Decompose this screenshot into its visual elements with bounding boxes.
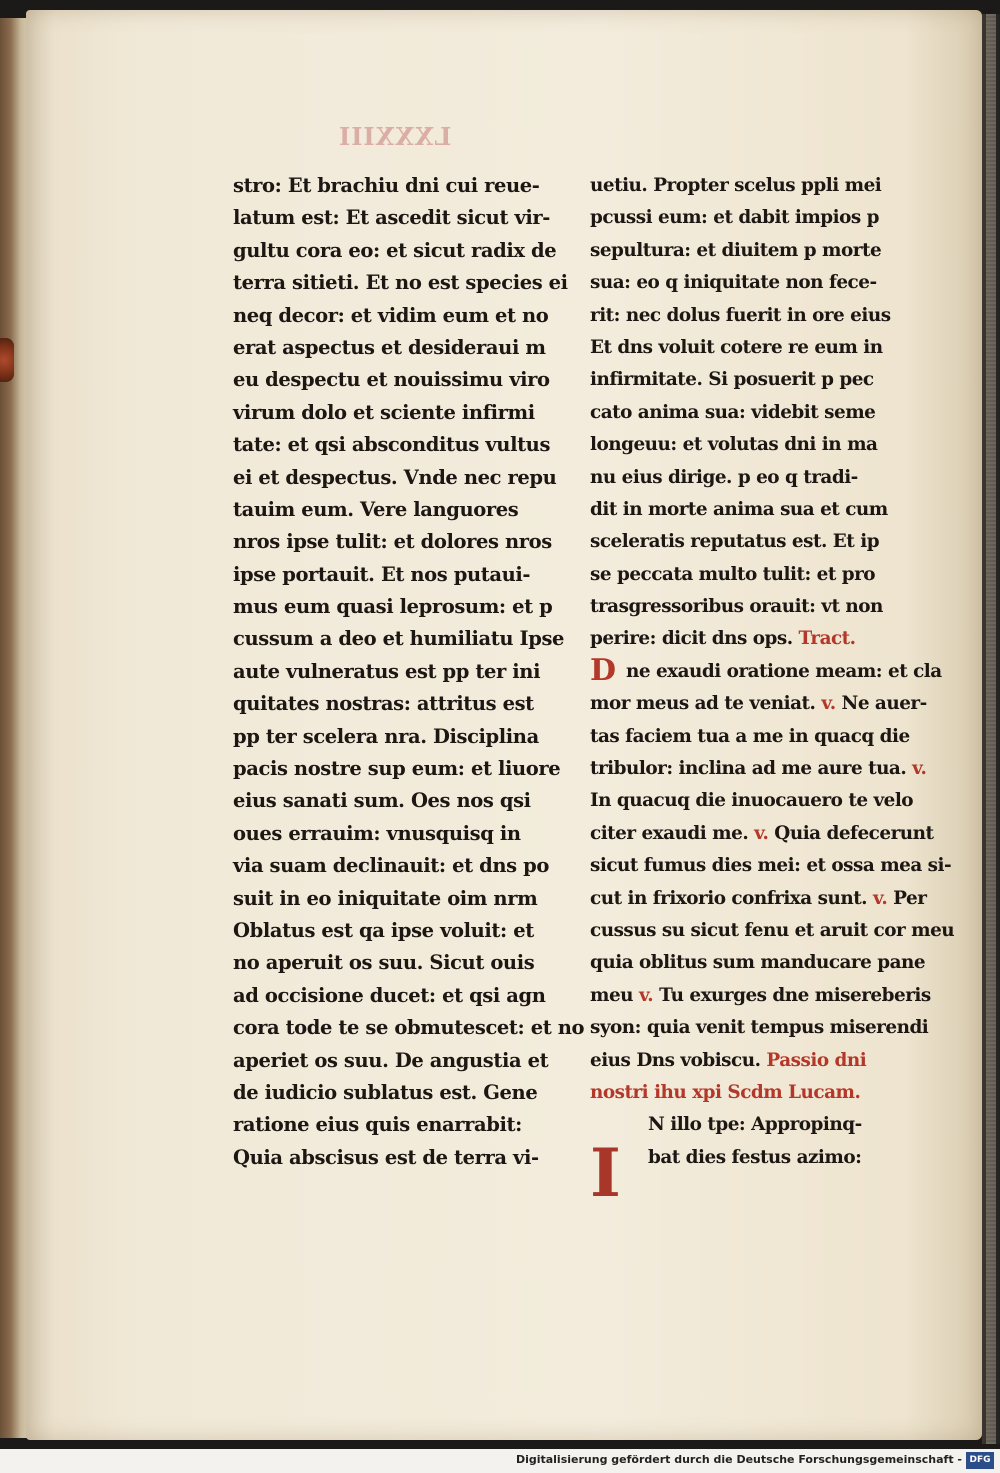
- text-line: infirmitate. Si posuerit p pec: [590, 369, 874, 391]
- text-line: ei et despectus. Vnde nec repu: [233, 465, 557, 489]
- text-line: no aperuit os suu. Sicut ouis: [233, 951, 535, 975]
- text-line: neq decor: et vidim eum et no: [233, 303, 549, 327]
- initial-i-rubric: I: [590, 1134, 621, 1212]
- text-line: cut in frixorio confrixa sunt. v. Per: [590, 887, 927, 909]
- text-line: via suam declinauit: et dns po: [233, 854, 549, 878]
- passio-rubric: Passio dni: [766, 1049, 867, 1071]
- text-line: oues errauim: vnusquisq in: [233, 821, 521, 845]
- text-line: Quia abscisus est de terra vi-: [233, 1145, 539, 1169]
- text-line: ne exaudi oratione meam: et cla: [626, 660, 942, 682]
- left-text-column: [233, 170, 585, 1174]
- text-line: cato anima sua: videbit seme: [590, 401, 876, 423]
- text-line: tribulor: inclina ad me aure tua. v.: [590, 758, 927, 780]
- text-line: pcussi eum: et dabit impios p: [590, 207, 880, 229]
- initial-d-rubric: D: [590, 653, 617, 688]
- text-line: gultu cora eo: et sicut radix de: [233, 238, 557, 262]
- text-line: Oblatus est qa ipse voluit: et: [233, 918, 534, 942]
- text-line: aute vulneratus est pp ter ini: [233, 659, 541, 683]
- text-line: trasgressoribus orauit: vt non: [590, 596, 883, 618]
- text-line: mus eum quasi leprosum: et p: [233, 595, 553, 619]
- text-line: dit in morte anima sua et cum: [590, 498, 888, 520]
- text-line: pp ter scelera nra. Disciplina: [233, 724, 539, 748]
- text-line: bat dies festus azimo:: [648, 1146, 862, 1168]
- right-text-column: [590, 170, 955, 1212]
- text-line: N illo tpe: Appropinq-: [648, 1114, 862, 1136]
- text-line: ad occisione ducet: et qsi agn: [233, 983, 546, 1007]
- text-line: cussus su sicut fenu et aruit cor meu: [590, 919, 955, 941]
- text-line: nros ipse tulit: et dolores nros: [233, 530, 552, 554]
- text-line: stro: Et brachiu dni cui reue-: [233, 174, 540, 197]
- folio-number-bleedthrough: LXXXIII: [338, 122, 452, 151]
- text-line: Et dns voluit cotere re eum in: [590, 336, 883, 358]
- text-line: eius sanati sum. Oes nos qsi: [233, 789, 531, 813]
- text-line: se peccata multo tulit: et pro: [590, 563, 876, 585]
- dfg-logo: DFG: [966, 1452, 994, 1469]
- text-line: pacis nostre sup eum: et liuore: [233, 757, 561, 781]
- versicle-mark: v.: [754, 822, 769, 844]
- versicle-mark: v.: [873, 887, 888, 909]
- versicle-mark: v.: [821, 693, 836, 715]
- text-line: latum est: Et ascedit sicut vir-: [233, 206, 550, 230]
- text-line: suit in eo iniquitate oim nrm: [233, 886, 538, 910]
- text-line: longeuu: et volutas dni in ma: [590, 434, 878, 456]
- text-line: quitates nostras: attritus est: [233, 692, 534, 716]
- text-line: sceleratis reputatus est. Et ip: [590, 531, 880, 553]
- text-line: meu v. Tu exurges dne misereberis: [590, 984, 931, 1006]
- funding-credit: Digitalisierung gefördert durch die Deutsche Forschungsgemeinschaft -: [515, 1453, 962, 1466]
- footer-bar: [0, 1449, 1000, 1473]
- text-line: virum dolo et sciente infirmi: [233, 400, 535, 424]
- text-line: de iudicio sublatus est. Gene: [233, 1080, 538, 1104]
- versicle-mark: v.: [638, 984, 654, 1006]
- tract-rubric: Tract.: [798, 628, 856, 650]
- text-line: tauim eum. Vere languores: [233, 497, 519, 521]
- bookmark-ribbon: [0, 338, 14, 382]
- text-line: ipse portauit. Et nos putaui-: [233, 562, 531, 586]
- text-line: sua: eo q iniquitate non fece-: [590, 272, 877, 294]
- text-line: ratione eius quis enarrabit:: [233, 1113, 522, 1137]
- text-line: aperiet os suu. De angustia et: [233, 1048, 549, 1072]
- text-line: tate: et qsi absconditus vultus: [233, 433, 551, 457]
- text-line: erat aspectus et desideraui m: [233, 335, 546, 359]
- book-right-edge: [982, 14, 1000, 1444]
- text-line: nu eius dirige. p eo q tradi-: [590, 466, 858, 488]
- text-line: eius Dns vobiscu. Passio dni: [590, 1049, 867, 1071]
- text-line: In quacuq die inuocauero te velo: [590, 790, 914, 812]
- text-line: quia oblitus sum manducare pane: [590, 952, 926, 974]
- text-line: perire: dicit dns ops. Tract.: [590, 628, 856, 650]
- text-line: sicut fumus dies mei: et ossa mea si-: [590, 855, 952, 877]
- text-line: citer exaudi me. v. Quia defecerunt: [590, 822, 934, 844]
- text-line: tas faciem tua a me in quacq die: [590, 725, 910, 747]
- text-line: uetiu. Propter scelus ppli mei: [590, 175, 882, 196]
- text-line: rit: nec dolus fuerit in ore eius: [590, 304, 891, 326]
- text-line: terra sitieti. Et no est species ei: [233, 271, 568, 295]
- text-line: syon: quia venit tempus miserendi: [590, 1017, 929, 1039]
- text-line: cussum a deo et humiliatu Ipse: [233, 627, 565, 651]
- passio-rubric-line: nostri ihu xpi Scdm Lucam.: [590, 1081, 861, 1103]
- text-line: eu despectu et nouissimu viro: [233, 368, 550, 392]
- text-line: cora tode te se obmutescet: et no: [233, 1016, 585, 1040]
- text-line: mor meus ad te veniat. v. Ne auer-: [590, 693, 927, 715]
- text-line: sepultura: et diuitem p morte: [590, 239, 882, 261]
- versicle-mark: v.: [912, 758, 927, 780]
